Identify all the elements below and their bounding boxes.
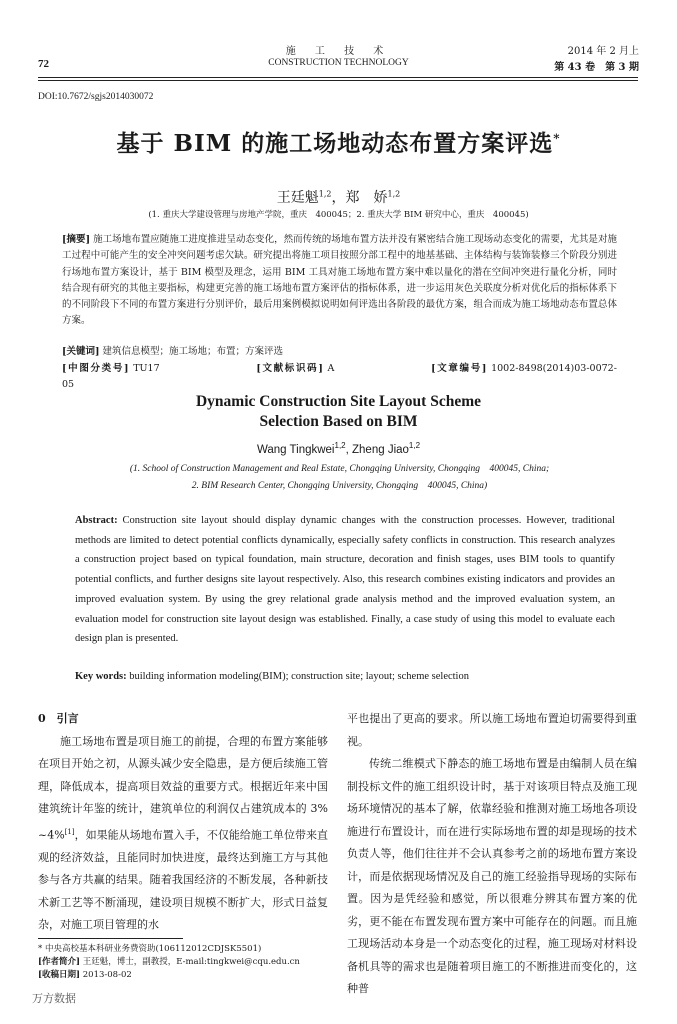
body-text-right-continuation: 平也提出了更高的要求。所以施工场地布置迫切需要得到重视。 (347, 712, 637, 748)
affiliation-en (62, 461, 617, 495)
doc-code-label: [文献标识码] (256, 363, 323, 374)
footnote-date-text: 2013-08-02 (82, 970, 132, 980)
affiliation-en-line2: 2. BIM Research Center, Chongqing University, Chongqing 400045, China) (191, 481, 488, 491)
footnote-author (38, 956, 328, 969)
author-2-cn: 郑 娇 (345, 190, 388, 206)
body-column-right (347, 708, 637, 1001)
keywords-cn-text: 建筑信息模型；施工场地；布置；方案评选 (102, 346, 284, 357)
keywords-en-label: Key words: (75, 671, 127, 682)
footnote (38, 943, 328, 982)
footnote-date (38, 969, 328, 982)
footnote-rule (38, 938, 183, 939)
clc-label: [中图分类号] (62, 363, 129, 374)
keywords-cn (62, 344, 617, 360)
volume-issue: 第 43 卷 第 3 期 (554, 62, 639, 73)
clc-field (62, 363, 206, 374)
author-1-cn: 王廷魁 (276, 190, 319, 206)
classification-line (62, 361, 617, 394)
header-rule-thin (38, 80, 638, 81)
article-no-label: [文章编号] (431, 363, 487, 374)
author-1-cn-affil: 1,2 (318, 189, 332, 199)
title-en-line1: Dynamic Construction Site Layout Scheme (195, 393, 482, 410)
authors-en (0, 441, 677, 456)
body-text-left-1: 施工场地布置是项目施工的前提，合理的布置方案能够在项目开始之初，从源头减少安全隐患，是方便后续施工管理，降低成本，提高项目效益的重要方式。根据近年来中国建筑统计年鉴的统计，建筑单位的利润仅占建筑成本的 3% ~4% (38, 734, 328, 842)
footnote-date-label: [收稿日期] (38, 970, 81, 980)
body-paragraph (38, 731, 328, 937)
author-1-en: Wang Tingkwei (256, 443, 335, 456)
watermark: 万方数据 (32, 992, 76, 1005)
page-number: 72 (38, 58, 49, 70)
body-paragraph-right-2: 传统二维模式下静态的施工场地布置是由编制人员在编制投标文件的施工组织设计时，基于对该项目特点及施工现场环境情况的基本了解，依靠经验和推测对施工场地各项设施进行布置设计，而在进行实际场地布置的却是现场的技术负责人等，他们往往并不会认真参考之前的场地布置方案设计，而是依据现场情况及自己的施工经验指导现场的实际布置。因为是凭经验和感觉，所以很难分辨其布置方案的优劣，更不能在布置发现布置方案中可能存在的问题。而且施工现场活动本身是一个动态变化的过程，施工现场对材料设备机具等的需求也是随着项目施工的不断推进而变化的，这种普 (347, 757, 637, 995)
abstract-cn (62, 232, 617, 330)
body-text-left-1-end: ，如果能从场地布置入手，不仅能给施工单位带来直观的经济效益，且能同时加快进度，最终达到施工方与其他参与各方共赢的结果。随着我国经济的不断发展，各种新技术新工艺等不断涌现，建设项目规模不断扩大，形式日益复杂，对施工项目管理的水 (38, 828, 328, 932)
author-2-en-affil: 1,2 (408, 441, 421, 450)
abstract-cn-label: [摘要] (62, 234, 91, 245)
journal-title-en: CONSTRUCTION TECHNOLOGY (268, 58, 409, 68)
article-title-en (0, 392, 677, 432)
journal-title-cn: 施 工 技 术 (285, 46, 392, 57)
title-cn-text: 基于 BIM 的施工场地动态布置方案评选 (116, 130, 554, 157)
affiliation-cn: (1. 重庆大学建设管理与房地产学院，重庆 400045；2. 重庆大学 BIM 研究中心，重庆 400045) (148, 210, 529, 220)
title-en-line2: Selection Based on BIM (259, 413, 418, 430)
author-2-en: Zheng Jiao (352, 443, 409, 456)
section-heading-intro: 0 引言 (38, 712, 79, 725)
header-rule (38, 77, 638, 78)
body-column-left (38, 708, 328, 937)
affiliation-en-line1: (1. School of Construction Management and Real Estate, Chongqing University, Chongqing 400045, China; (129, 464, 550, 474)
author-separator-cn: ， (331, 190, 346, 206)
doc-code-field (256, 363, 380, 374)
doc-code-value: A (327, 363, 335, 374)
keywords-en-text: building information modeling(BIM); construction site; layout; scheme selection (129, 671, 469, 682)
keywords-en (75, 671, 615, 682)
article-title-cn (0, 125, 677, 158)
abstract-en-text: Construction site layout should display dynamic changes with the construction processes. However, traditional methods are limited to detect potential conflicts dynamically, especially safety conflicts in construction. This research analyzes a construction project based on typical foundation, main structure, decoration and finish stages, uses BIM tools to quantify potential conflicts, and further designs site layout respectively. Also, this research combines existing indicators and provides an improved evaluation system. By using the grey relational grade analysis method and the improved evaluation system, an evaluation model for construction site layout design was established. Finally, a case study of using this model to evaluate each design plan is presented. (75, 515, 616, 645)
authors-cn (0, 187, 677, 207)
footnote-author-text: 王廷魁，博士，副教授，E-mail:tingkwei@cqu.edu.cn (82, 957, 300, 967)
citation-ref: [1] (64, 827, 75, 836)
clc-value: TU17 (133, 363, 160, 374)
article-no-value: 1002-8498(2014)03-0072-05 (62, 363, 617, 391)
footnote-fund: * 中央高校基本科研业务费资助(106112012CDJSK5501) (38, 944, 262, 954)
abstract-en-label: Abstract: (75, 515, 118, 526)
author-2-cn-affil: 1,2 (387, 189, 401, 199)
keywords-cn-label: [关键词] (62, 346, 100, 357)
abstract-cn-text: 施工场地布置应随施工进度推进呈动态变化，然而传统的场地布置方法并没有紧密结合施工现场动态变化的需要，尤其是对施工过程中可能产生的安全冲突问题考虑欠缺。研究提出将施工项目按照分部工程中的地基基础、主体结构与装饰装修三个阶段分别进行场地布置方案设计，基于 BIM 模型及理念，运用 BIM 工具对施工场地布置方案中难以量化的潜在空间冲突进行量化分析，同时结合现有研究的其他主要指标，构建更完善的施工场地布置方案评估的指标体系，进一步运用灰色关联度分析对优化后的指标体系下的不同阶段下不同的布置方案进行分别评价，最后用案例模拟说明如何评选出各阶段的最优方案，组合而成为施工场地动态布置总体方案。 (62, 234, 617, 327)
footnote-author-label: [作者简介] (38, 957, 81, 967)
author-separator-en: , (345, 443, 353, 456)
doi: DOI:10.7672/sgjs2014030072 (38, 92, 154, 102)
issue-date: 2014 年 2 月上 (567, 46, 639, 57)
abstract-en (75, 511, 615, 649)
author-1-en-affil: 1,2 (334, 441, 346, 450)
title-footnote-mark: * (553, 131, 561, 146)
